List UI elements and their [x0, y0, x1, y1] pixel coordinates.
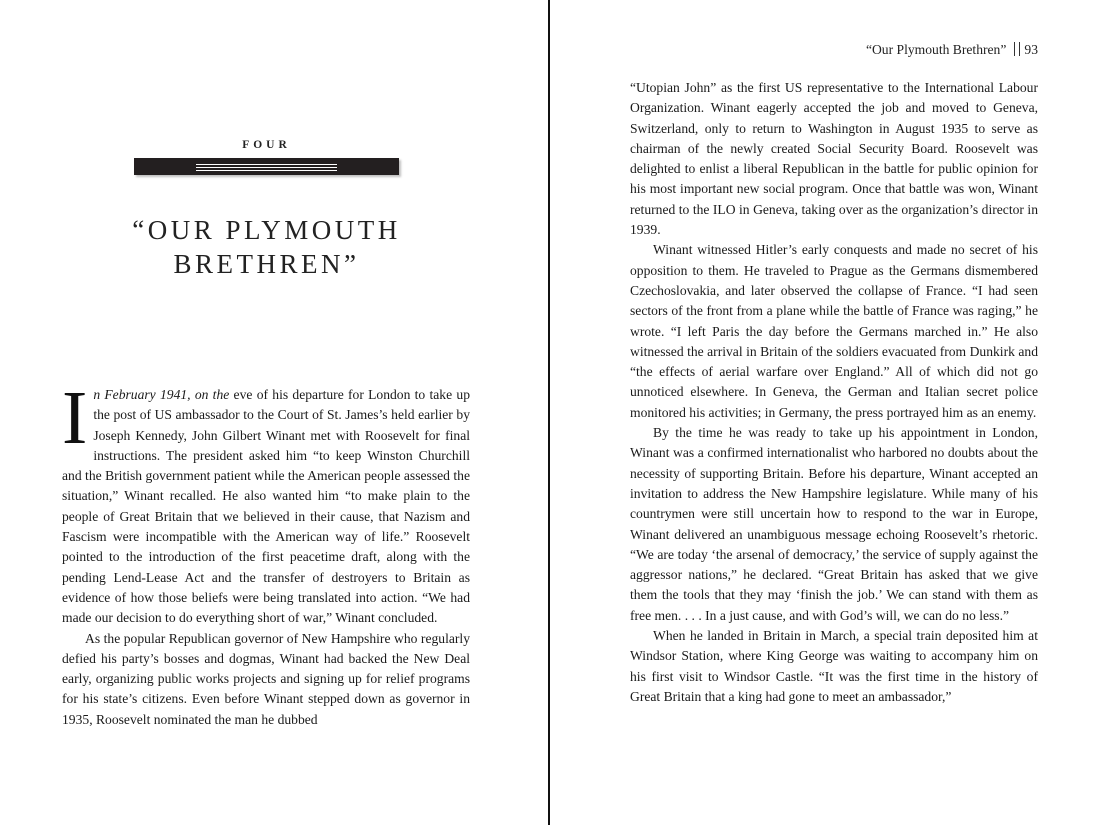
chapter-title-line: BRETHREN” [173, 249, 360, 279]
opening-text: eve of his departure for London to take up the post of US ambassador to the Court of St. James’s held earlier by Joseph Kennedy, John Gilbert Winant met with Roosevelt for final instructions. The president asked him “to keep Winston Churchill and the British government patient while the American people assessed the situation,” Winant recalled. He also wanted him “to make plain to the people of Great Britain that we believed in their cause, that Nazism and Fascism were incompatible with the American way of life.” Roosevelt pointed to the introduction of the first peacetime draft, along with the pending Lend-Lease Act and the transfer of destroyers to Britain as evidence of how those beliefs were being translated into action. “We had made our decision to do everything short of war,” Winant concluded. [62, 387, 470, 626]
ornament-line [196, 167, 337, 168]
running-header [630, 42, 1038, 58]
body-paragraph: Winant witnessed Hitler’s early conquests and made no secret of his opposition to them. He traveled to Prague as the Germans dismembered Czechoslovakia, and later observed the collapse of France. “I had seen sectors of the front from a plane while the battle of France was raging,” he wrote. “I left Paris the day before the Germans marched in.” He also witnessed the arrival in Britain of the soldiers evacuated from Dunkirk and “the effects of aerial warfare over England.” All of which did not go unnoticed elsewhere. In Geneva, the German and Italian secret police monitored his activities; in Germany, the press portrayed him as an enemy. [630, 242, 1038, 420]
chapter-title-line: “OUR PLYMOUTH [132, 215, 401, 245]
left-body-text [62, 376, 470, 730]
body-paragraph: As the popular Republican governor of New Hampshire who regularly defied his party’s bosses and dogmas, Winant had backed the New Deal early, organizing public works projects and signing up for relief programs for his state’s citizens. Even before Winant stepped down as governor in 1935, Roosevelt nominated the man he dubbed [62, 630, 470, 727]
chapter-title [100, 213, 433, 281]
opening-paragraph [62, 376, 470, 629]
chapter-ornament-rule [134, 158, 399, 175]
right-body-text [630, 78, 1038, 707]
ornament-line [196, 170, 337, 171]
body-paragraph: “Utopian John” as the first US representative to the International Labour Organization. Winant eagerly accepted the job and moved to Geneva, Switzerland, only to return to Washington in August 1935 to serve as chairman of the newly created Social Security Board. Roosevelt was delighted to enlist a liberal Republican in the battle for public opinion for his most important new social program. Once that battle was won, Winant returned to the ILO in Geneva, taking over as the organization’s director in 1939. [630, 80, 1038, 238]
ornament-line [196, 164, 337, 165]
page-number: 93 [1024, 42, 1038, 57]
left-page [0, 0, 548, 825]
body-paragraph: When he landed in Britain in March, a special train deposited him at Windsor Station, where King George was waiting to accompany him on his first visit to Windsor Castle. “It was the first time in the history of Great Britain that a king had gone to meet an ambassador,” [630, 628, 1038, 704]
header-separator [1014, 42, 1020, 56]
chapter-number: FOUR [242, 139, 291, 151]
running-head-title: “Our Plymouth Brethren” [865, 42, 1007, 57]
opening-italic-text: n February 1941, on the [93, 387, 230, 402]
body-paragraph: By the time he was ready to take up his appointment in London, Winant was a confirmed internationalist who harbored no doubts about the necessity of supporting Britain. Before his departure, Winant accepted an invitation to address the New Hampshire legislature. While many of his countrymen were still uncertain how to respond to the war in Europe, Winant delivered an unambiguous message echoing Roosevelt’s rhetoric. “We are today ‘the arsenal of democracy,’ the service of supply against the aggressor nations,” he declared. “Great Britain has asked that we give them the tools that they may ‘finish the job.’ We can stand with them as free men. . . . In a just cause, and with God’s will, we can do no less.” [630, 425, 1038, 623]
drop-cap: I [62, 376, 88, 460]
